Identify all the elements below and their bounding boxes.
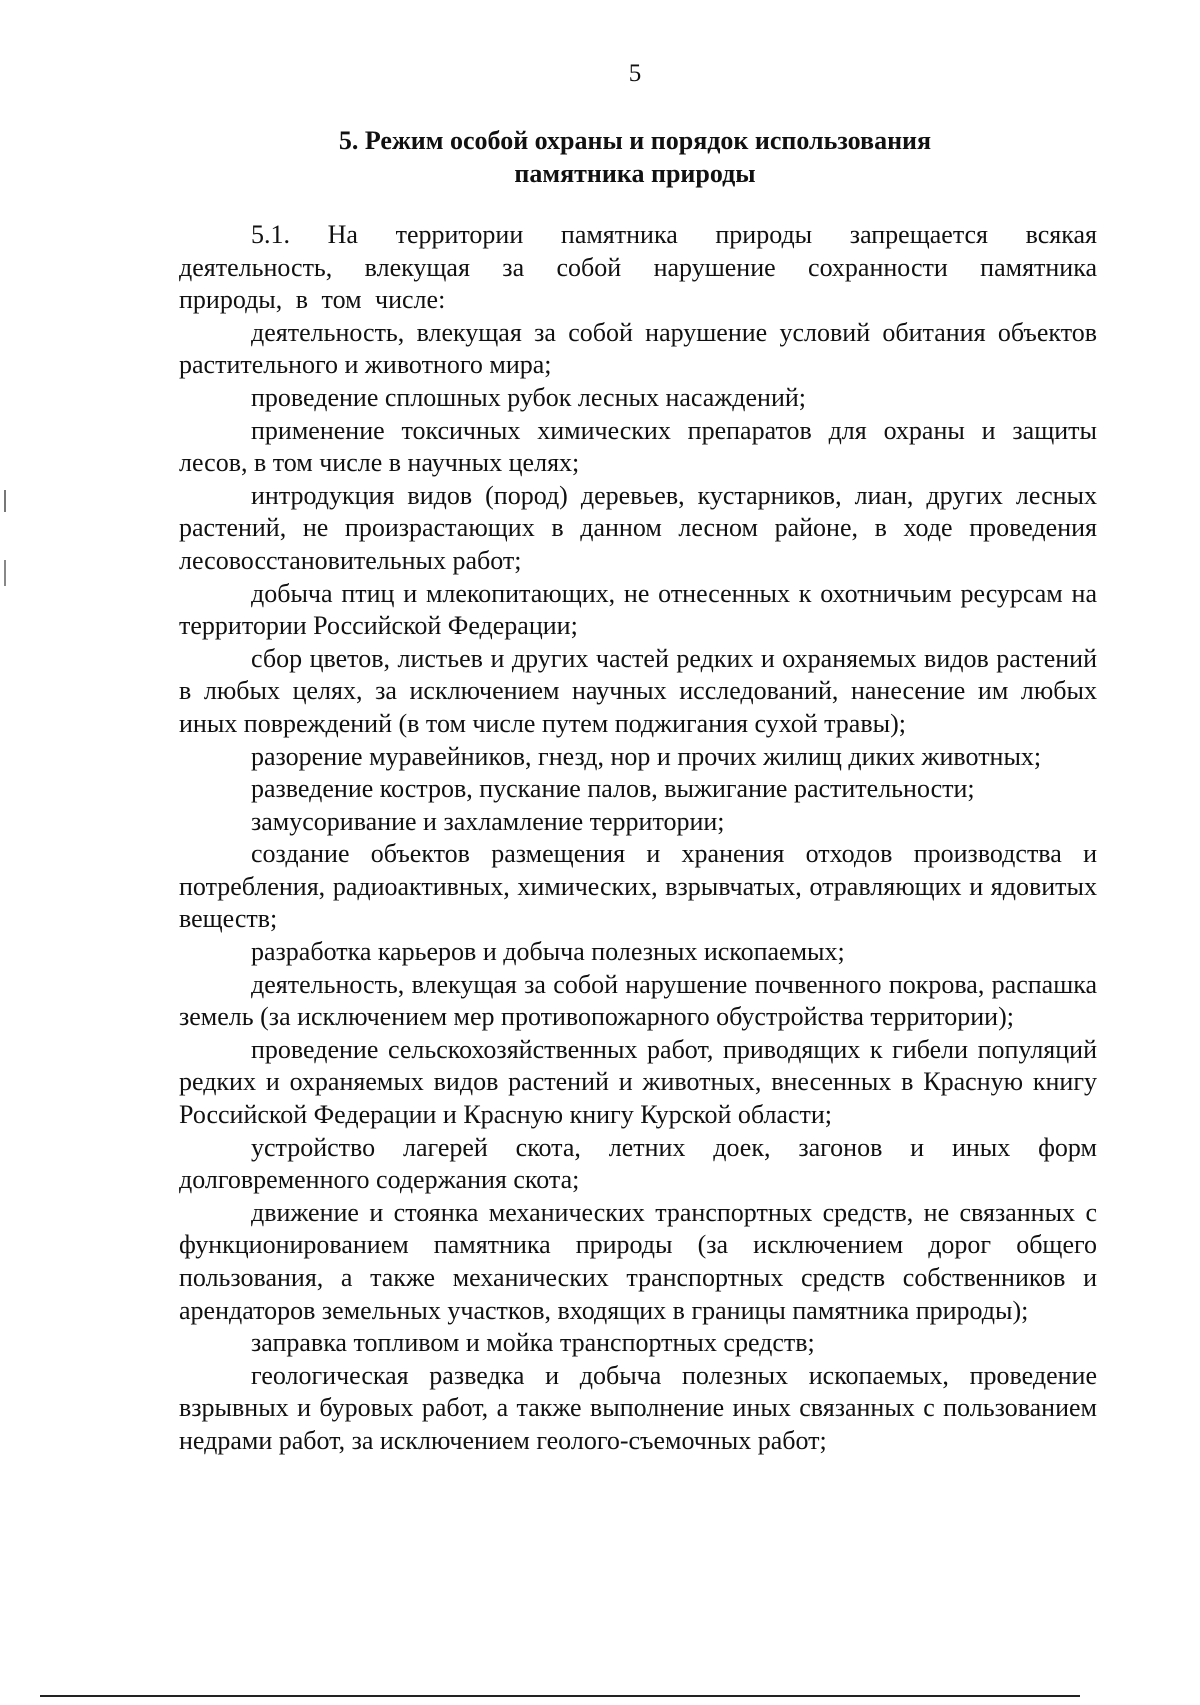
list-item: деятельность, влекущая за собой нарушение условий обитания объектов растительного и животного мира;: [179, 317, 1097, 380]
list-item: сбор цветов, листьев и других частей редких и охраняемых видов растений в любых целях, за исключением научных исследований, нанесение им любых иных повреждений (в том числе путем поджигания сухой травы);: [179, 643, 1097, 738]
paragraph-5-1-intro: 5.1. На территории памятника природы запрещается всякая деятельность, влекущая за собой нарушение сохранности памятника природы, в том числе:: [179, 220, 1097, 315]
list-item: замусоривание и захламление территории;: [251, 806, 725, 836]
list-item: разорение муравейников, гнезд, нор и прочих жилищ диких животных;: [251, 741, 1042, 771]
list-item: интродукция видов (пород) деревьев, кустарников, лиан, других лесных растений, не произрастающих в данном лесном районе, в ходе проведения лесовосстановительных работ;: [179, 480, 1097, 575]
section-title-line-2: памятника природы: [514, 159, 756, 188]
scan-bottom-edge-line: [40, 1695, 1080, 1697]
list-item: движение и стоянка механических транспортных средств, не связанных с функционированием памятника природы (за исключением дорог общего пользования, а также механических транспортных средств собственников и арендаторов земельных участков, входящих в границы памятника природы);: [179, 1197, 1097, 1325]
list-item: деятельность, влекущая за собой нарушение почвенного покрова, распашка земель (за исключением мер противопожарного обустройства территории);: [179, 969, 1097, 1032]
list-item: разработка карьеров и добыча полезных ископаемых;: [251, 937, 845, 967]
list-item: заправка топливом и мойка транспортных средств;: [251, 1328, 815, 1358]
list-item: добыча птиц и млекопитающих, не отнесенных к охотничьим ресурсам на территории Российской Федерации;: [179, 578, 1097, 641]
body-text: [179, 219, 1097, 1458]
scan-artifact-mark: [4, 560, 6, 586]
section-title-line-1: 5. Режим особой охраны и порядок использования: [338, 126, 932, 155]
list-item: проведение сплошных рубок лесных насаждений;: [251, 382, 807, 412]
scan-artifact-mark: [4, 490, 6, 512]
list-item: создание объектов размещения и хранения отходов производства и потребления, радиоактивных, химических, взрывчатых, отравляющих и ядовитых веществ;: [179, 839, 1097, 934]
list-item: геологическая разведка и добыча полезных ископаемых, проведение взрывных и буровых работ, а также выполнение иных связанных с пользованием недрами работ, за исключением геолого-съемочных работ;: [179, 1360, 1097, 1455]
list-item: разведение костров, пускание палов, выжигание растительности;: [251, 774, 975, 804]
page-number: 5: [628, 60, 642, 87]
list-item: проведение сельскохозяйственных работ, приводящих к гибели популяций редких и охраняемых видов растений и животных, внесенных в Красную книгу Российской Федерации и Красную книгу Курской области;: [179, 1034, 1097, 1130]
section-heading: [0, 124, 1200, 190]
list-item: применение токсичных химических препаратов для охраны и защиты лесов, в том числе в научных целях;: [179, 415, 1097, 478]
list-item: устройство лагерей скота, летних доек, загонов и иных форм долговременного содержания скота;: [179, 1132, 1097, 1195]
